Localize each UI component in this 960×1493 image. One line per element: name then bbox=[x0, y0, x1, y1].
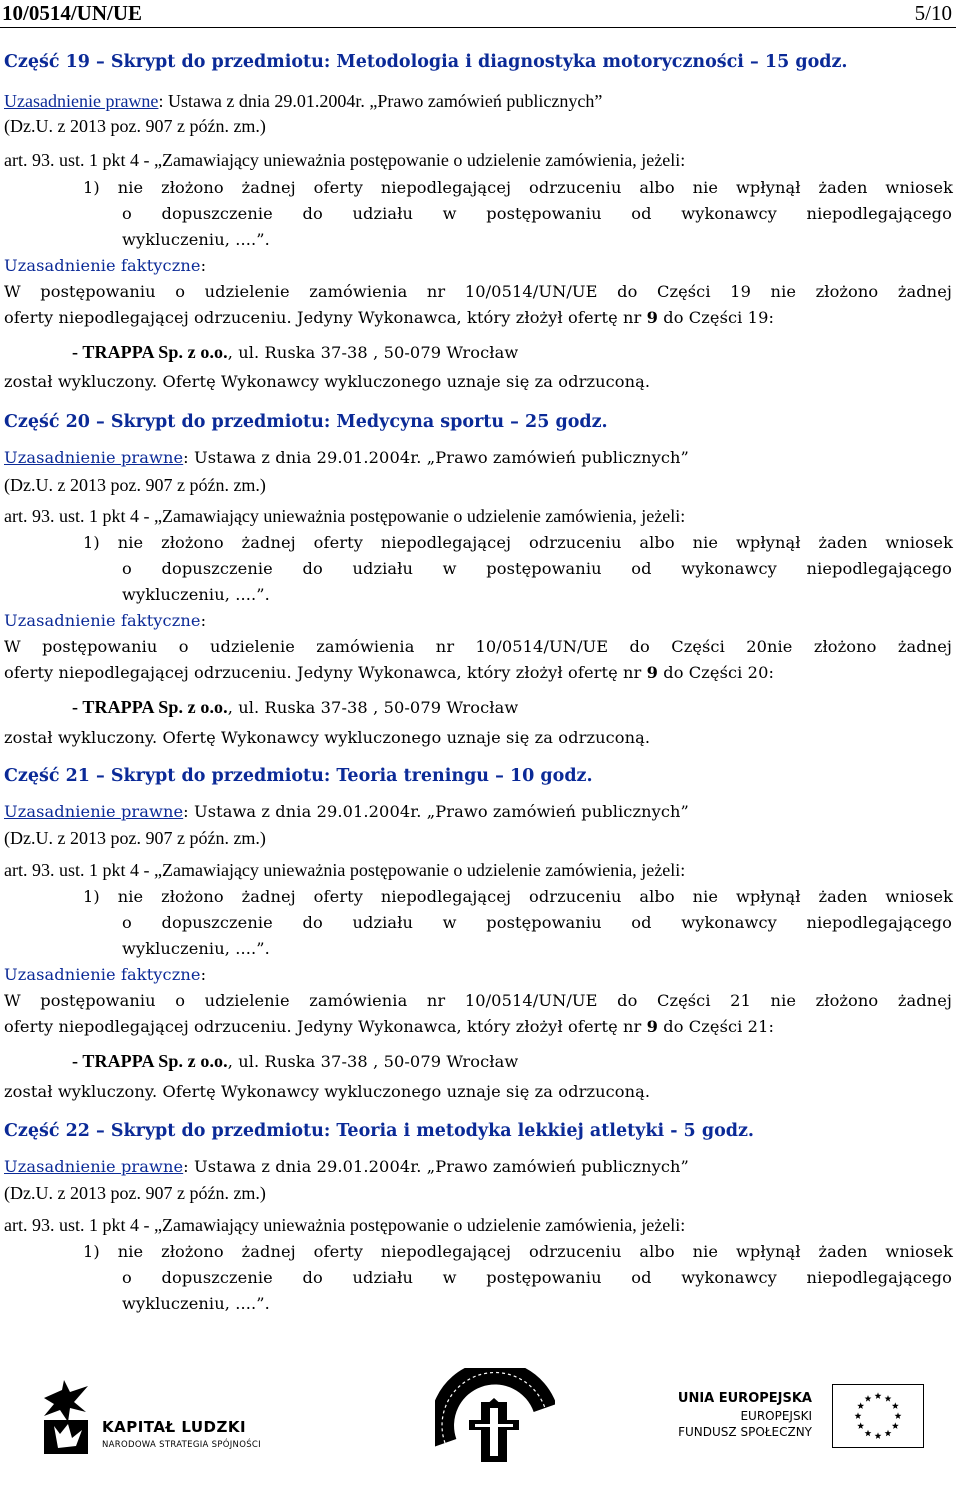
offer-line-21: oferty niepodlegającej odrzuceniu. Jedyny Wykonawca, który złożył ofertę nr 9 do Części 21: bbox=[4, 1017, 775, 1036]
academy-emblem bbox=[435, 1368, 555, 1488]
company-line-19: - TRAPPA Sp. z o.o., ul. Ruska 37-38 , 50-079 Wrocław bbox=[72, 342, 519, 362]
fact-label-19: Uzasadnienie faktyczne: bbox=[4, 256, 207, 275]
legal-basis-line-22: Uzasadnienie prawne: Ustawa z dnia 29.01.2004r. „Prawo zamówień publicznych” bbox=[4, 1157, 689, 1176]
fact-line-21: W postępowaniu o udzielenie zamówienia nr 10/0514/UN/UE do Części 21 nie złożono żadnej bbox=[4, 991, 952, 1010]
point1-line-b-19: o dopuszczenie do udziału w postępowaniu od wykonawcy niepodlegającego bbox=[122, 204, 952, 223]
point1-line-b-22: o dopuszczenie do udziału w postępowaniu od wykonawcy niepodlegającego bbox=[122, 1268, 952, 1287]
company-line-20: - TRAPPA Sp. z o.o., ul. Ruska 37-38 , 50-079 Wrocław bbox=[72, 697, 519, 717]
offer-line-19: oferty niepodlegającej odrzuceniu. Jedyny Wykonawca, który złożył ofertę nr 9 do Części 19: bbox=[4, 308, 775, 327]
legal-basis-line-19: Uzasadnienie prawne: Ustawa z dnia 29.01.2004r. „Prawo zamówień publicznych” bbox=[4, 91, 603, 111]
eu-star-icon bbox=[854, 1412, 861, 1419]
page-header bbox=[0, 0, 956, 28]
article-line-19: art. 93. ust. 1 pkt 4 - „Zamawiający unieważnia postępowanie o udzielenie zamówienia, jeżeli: bbox=[4, 150, 686, 170]
eu-star-icon bbox=[864, 1429, 871, 1436]
point1-line-a-21: 1) nie złożono żadnej oferty niepodlegającej odrzuceniu albo nie wpłynął żaden wniosek bbox=[83, 887, 953, 906]
eu-line-1: UNIA EUROPEJSKA bbox=[677, 1391, 812, 1406]
section-title-19: Część 19 – Skrypt do przedmiotu: Metodologia i diagnostyka motoryczności – 15 godz. bbox=[4, 52, 848, 72]
fact-line-19: W postępowaniu o udzielenie zamówienia nr 10/0514/UN/UE do Części 19 nie złożono żadnej bbox=[4, 282, 952, 301]
eu-star-icon bbox=[891, 1402, 898, 1409]
eu-star-icon bbox=[857, 1422, 864, 1429]
eu-stars-icon bbox=[832, 1384, 924, 1448]
kapital-ludzki-emblem-icon bbox=[40, 1378, 92, 1456]
point1-line-a-20: 1) nie złożono żadnej oferty niepodlegającej odrzuceniu albo nie wpłynął żaden wniosek bbox=[83, 533, 953, 552]
point1-line-a-22: 1) nie złożono żadnej oferty niepodlegającej odrzuceniu albo nie wpłynął żaden wniosek bbox=[83, 1242, 953, 1261]
eu-star-icon bbox=[874, 1392, 881, 1399]
eu-line-3: FUNDUSZ SPOŁECZNY bbox=[678, 1425, 812, 1439]
point1-line-c-19: wykluczeniu, ....”. bbox=[122, 230, 270, 249]
article-line-22: art. 93. ust. 1 pkt 4 - „Zamawiający unieważnia postępowanie o udzielenie zamówienia, jeżeli: bbox=[4, 1215, 686, 1235]
eu-flag bbox=[832, 1384, 924, 1448]
page-number: 5/10 bbox=[914, 1, 952, 25]
point1-line-c-22: wykluczeniu, ....”. bbox=[122, 1294, 270, 1313]
footer-logos bbox=[0, 1360, 960, 1493]
legal-basis-line-20: Uzasadnienie prawne: Ustawa z dnia 29.01.2004r. „Prawo zamówień publicznych” bbox=[4, 448, 689, 467]
eu-star-icon bbox=[857, 1402, 864, 1409]
point1-line-a-19: 1) nie złożono żadnej oferty niepodlegającej odrzuceniu albo nie wpłynął żaden wniosek bbox=[83, 178, 953, 197]
fact-line-20: W postępowaniu o udzielenie zamówienia nr 10/0514/UN/UE do Części 20nie złożono żadnej bbox=[4, 637, 952, 656]
article-line-20: art. 93. ust. 1 pkt 4 - „Zamawiający unieważnia postępowanie o udzielenie zamówienia, jeżeli: bbox=[4, 506, 686, 526]
document-number: 10/0514/UN/UE bbox=[2, 1, 143, 25]
academy-seal-icon bbox=[435, 1368, 555, 1488]
point1-line-c-20: wykluczeniu, ....”. bbox=[122, 585, 270, 604]
eu-fund-text bbox=[672, 1390, 812, 1450]
legal-basis-line2-19: (Dz.U. z 2013 poz. 907 z późn. zm.) bbox=[4, 116, 266, 136]
excluded-line-19: został wykluczony. Ofertę Wykonawcy wykluczonego uznaje się za odrzuconą. bbox=[4, 372, 651, 391]
section-title-20: Część 20 – Skrypt do przedmiotu: Medycyna sportu – 25 godz. bbox=[4, 412, 608, 432]
article-line-21: art. 93. ust. 1 pkt 4 - „Zamawiający unieważnia postępowanie o udzielenie zamówienia, jeżeli: bbox=[4, 860, 686, 880]
point1-line-b-21: o dopuszczenie do udziału w postępowaniu od wykonawcy niepodlegającego bbox=[122, 913, 952, 932]
eu-star-icon bbox=[884, 1395, 891, 1402]
eu-star-icon bbox=[864, 1395, 871, 1402]
eu-star-icon bbox=[891, 1422, 898, 1429]
point1-line-c-21: wykluczeniu, ....”. bbox=[122, 939, 270, 958]
kapital-ludzki-subtitle: NARODOWA STRATEGIA SPÓJNOŚCI bbox=[102, 1440, 261, 1450]
legal-basis-line2-22: (Dz.U. z 2013 poz. 907 z późn. zm.) bbox=[4, 1183, 266, 1203]
legal-basis-line2-21: (Dz.U. z 2013 poz. 907 z późn. zm.) bbox=[4, 828, 266, 848]
legal-basis-line2-20: (Dz.U. z 2013 poz. 907 z późn. zm.) bbox=[4, 475, 266, 495]
point1-line-b-20: o dopuszczenie do udziału w postępowaniu od wykonawcy niepodlegającego bbox=[122, 559, 952, 578]
company-line-21: - TRAPPA Sp. z o.o., ul. Ruska 37-38 , 50-079 Wrocław bbox=[72, 1051, 519, 1071]
section-title-22: Część 22 – Skrypt do przedmiotu: Teoria i metodyka lekkiej atletyki - 5 godz. bbox=[4, 1121, 755, 1141]
eu-star-icon bbox=[894, 1412, 901, 1419]
eu-star-icon bbox=[874, 1432, 881, 1439]
fact-label-20: Uzasadnienie faktyczne: bbox=[4, 611, 207, 630]
excluded-line-20: został wykluczony. Ofertę Wykonawcy wykluczonego uznaje się za odrzuconą. bbox=[4, 728, 651, 747]
eu-star-icon bbox=[884, 1429, 891, 1436]
offer-line-20: oferty niepodlegającej odrzuceniu. Jedyny Wykonawca, który złożył ofertę nr 9 do Części 20: bbox=[4, 663, 775, 682]
kapital-ludzki-title: KAPITAŁ LUDZKI bbox=[102, 1418, 247, 1436]
fact-label-21: Uzasadnienie faktyczne: bbox=[4, 965, 207, 984]
eu-line-2: EUROPEJSKI bbox=[740, 1409, 812, 1423]
section-title-21: Część 21 – Skrypt do przedmiotu: Teoria treningu – 10 godz. bbox=[4, 766, 593, 786]
kapital-ludzki-logo bbox=[40, 1378, 280, 1458]
legal-basis-line-21: Uzasadnienie prawne: Ustawa z dnia 29.01.2004r. „Prawo zamówień publicznych” bbox=[4, 802, 689, 821]
excluded-line-21: został wykluczony. Ofertę Wykonawcy wykluczonego uznaje się za odrzuconą. bbox=[4, 1082, 651, 1101]
